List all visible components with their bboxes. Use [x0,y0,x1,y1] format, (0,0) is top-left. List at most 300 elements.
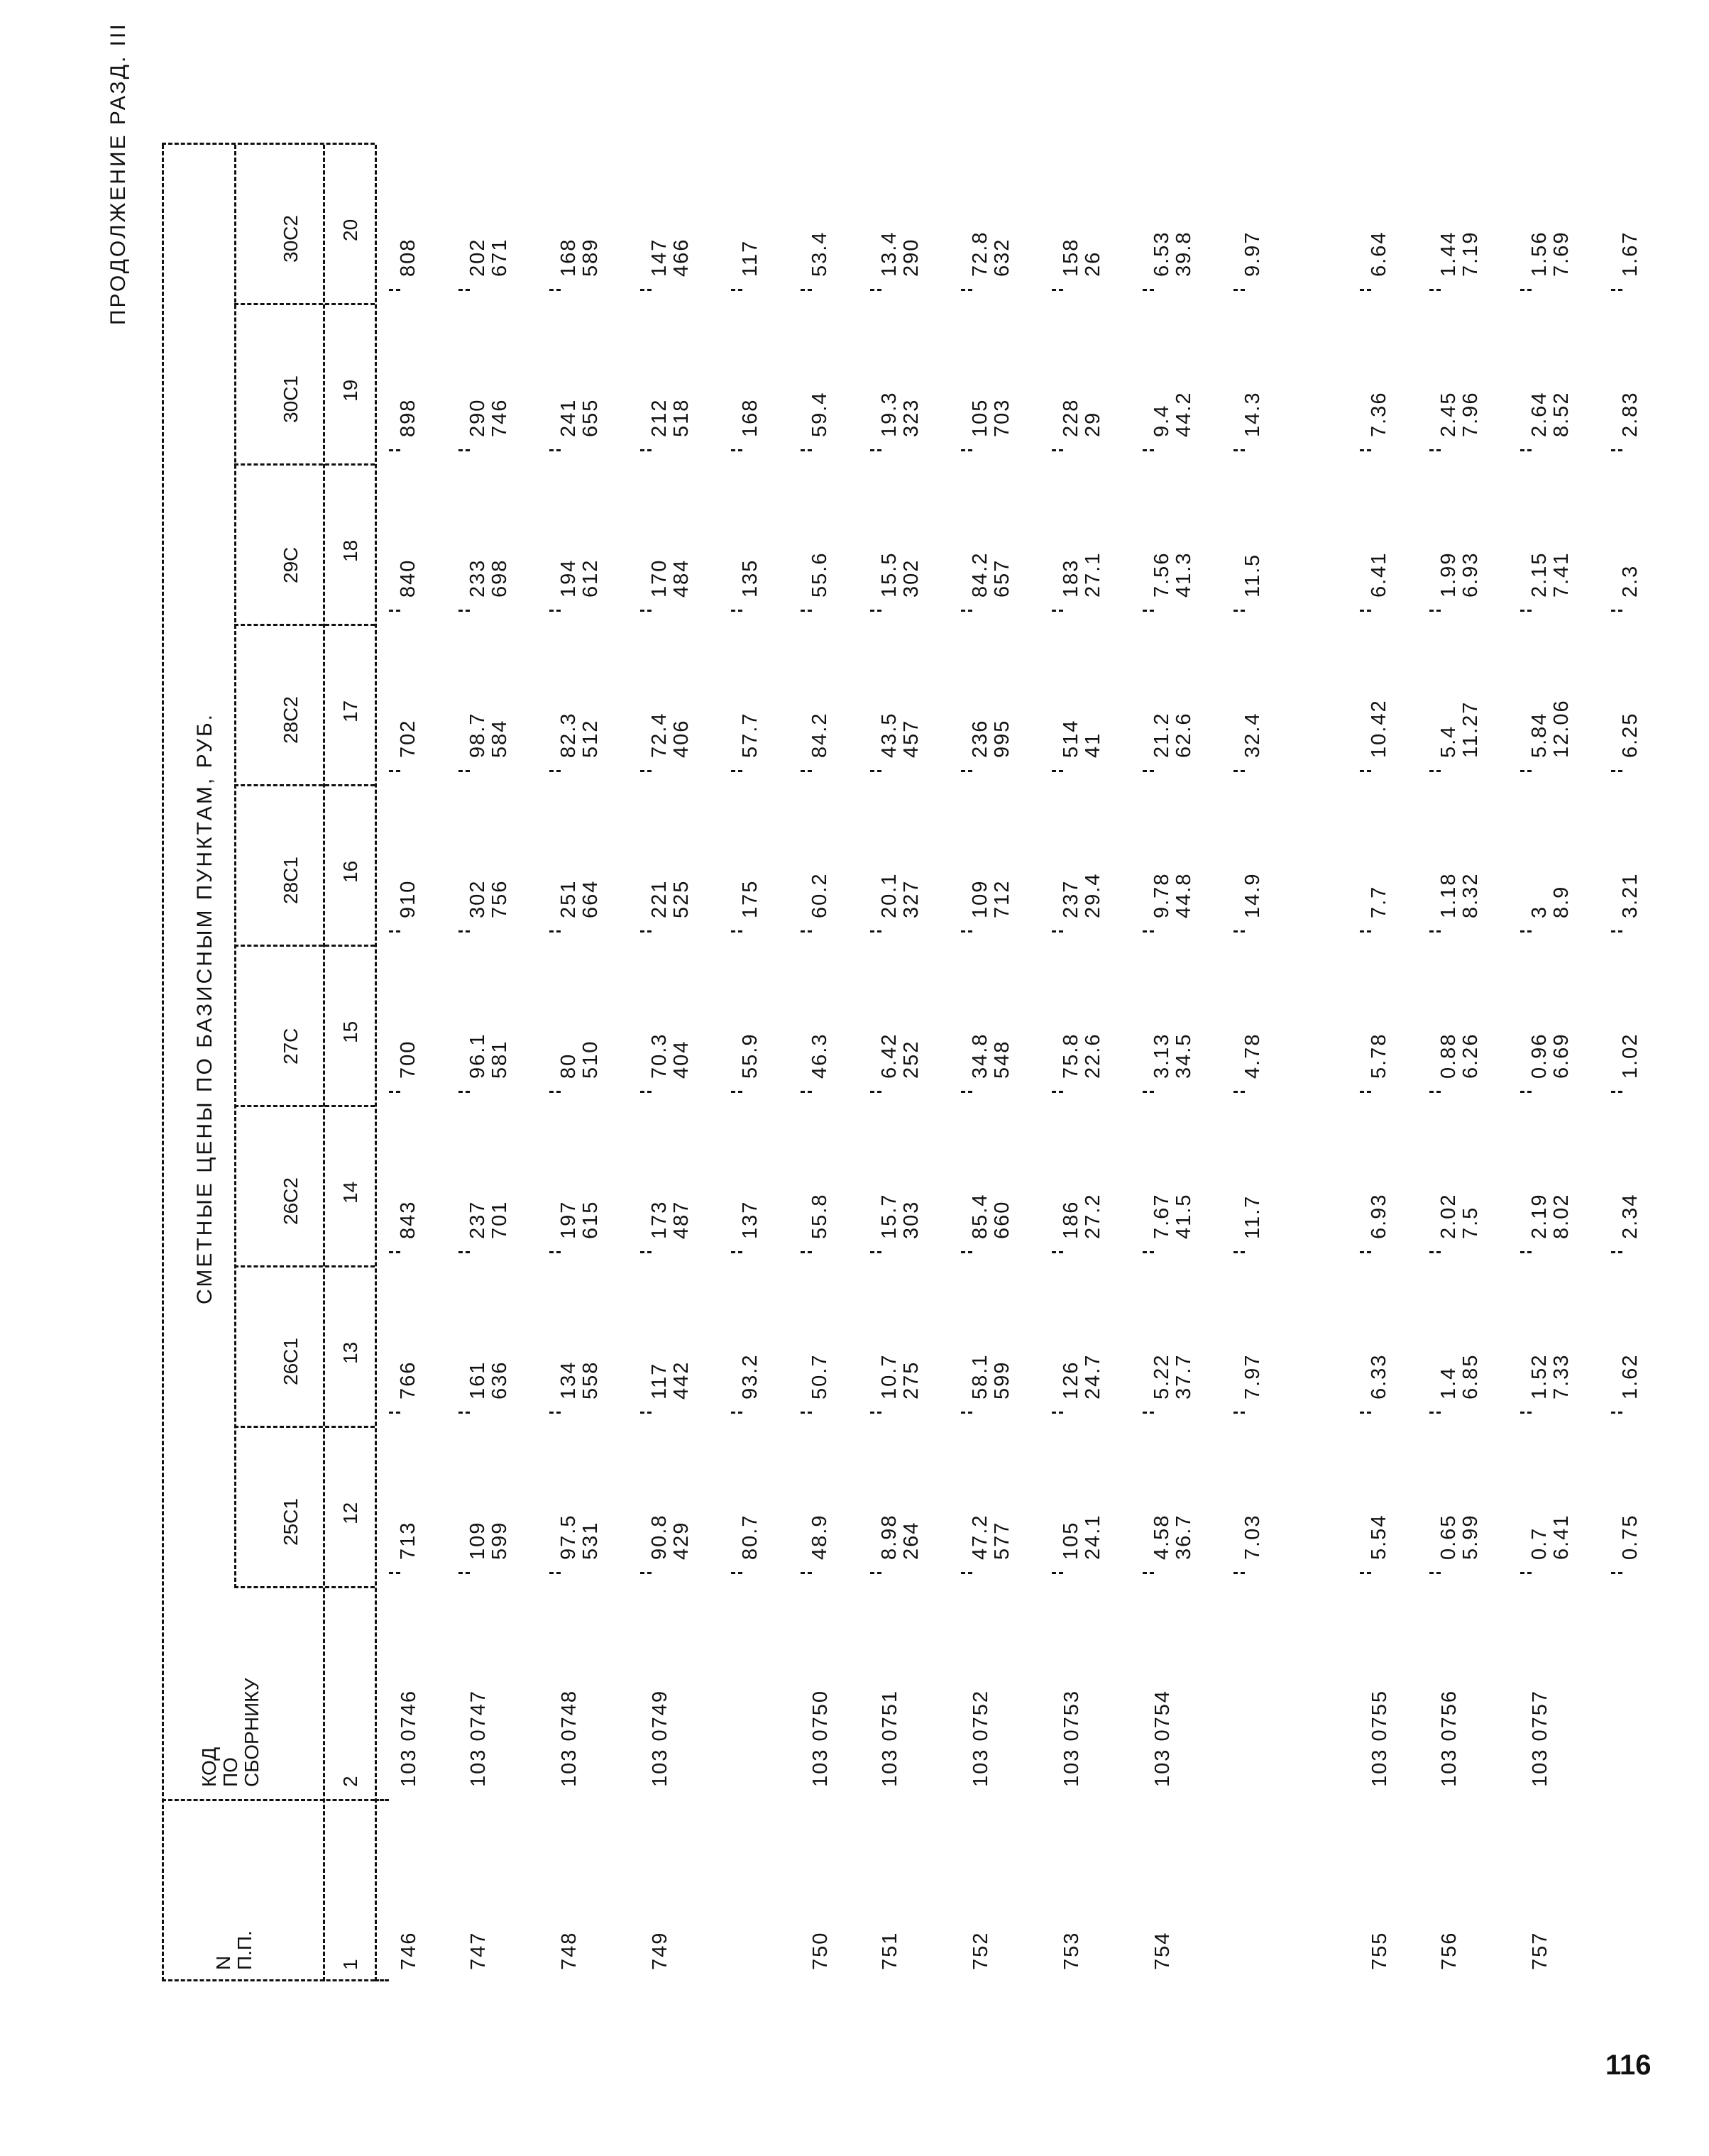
price-value-bottom: 664 [579,879,602,918]
price-value-top: 197 [557,1200,580,1239]
row-code: 103 0750 [809,1690,832,1787]
cell-divider-mark [1052,1412,1063,1414]
price-cell [740,1354,762,1399]
price-cell [1368,552,1390,598]
price-value-top: 98.7 [466,712,489,758]
price-value-bottom: 323 [900,398,923,437]
price-cell [879,552,923,598]
price-cell [467,1201,511,1239]
col-separator [234,1586,375,1588]
price-cell [1060,873,1104,918]
price-value-bottom: 442 [670,1360,693,1399]
price-value-bottom: 657 [991,559,1013,598]
price-col-number: 17 [339,700,361,722]
cell-divider-mark [870,930,881,933]
price-value-top: 7.7 [1368,885,1390,918]
price-value-top: 2.15 [1528,551,1551,598]
col-separator [234,1265,375,1267]
col-separator [234,1426,375,1428]
price-value-top: 7.67 [1150,1193,1173,1239]
price-cell [1151,231,1195,277]
price-value-top: 700 [397,1040,419,1079]
price-value-bottom: 703 [991,398,1013,437]
price-cell [649,399,693,437]
price-value-top: 147 [648,238,671,277]
cell-divider-mark [1052,289,1063,291]
price-value-bottom: 525 [670,879,693,918]
col-separator [234,624,375,626]
cell-divider-mark [549,1572,561,1574]
cell-divider-mark [1143,449,1154,451]
price-value-bottom: 746 [488,398,511,437]
price-value-top: 1.52 [1528,1353,1551,1399]
price-value-top: 4.78 [1241,1033,1264,1079]
price-value-top: 46.3 [808,1033,831,1079]
cell-divider-mark [389,1412,400,1414]
price-value-top: 72.8 [969,231,991,277]
price-cell [1151,713,1195,758]
col-separator [234,945,375,947]
price-cell [1060,1354,1104,1399]
price-cell [1529,1033,1573,1079]
price-cell [558,1201,602,1239]
price-cell [1529,1514,1573,1560]
price-value-top: 237 [466,1200,489,1239]
price-cell [740,1514,762,1560]
price-value-bottom: 252 [900,1040,923,1079]
price-value-bottom: 577 [991,1521,1013,1560]
cell-divider-mark [549,1091,561,1093]
cell-divider-mark [1611,1091,1622,1093]
price-cell [467,880,511,918]
price-col-number: 19 [339,379,361,402]
cell-divider-mark [1611,1412,1622,1414]
price-value-bottom: 7.19 [1459,231,1482,277]
price-cell [1242,1195,1264,1239]
price-cell [1438,873,1482,918]
price-value-bottom: 39.8 [1172,231,1195,277]
price-value-bottom: 27.1 [1082,551,1104,598]
cell-divider-mark [458,930,470,933]
cell-divider-mark [389,449,400,451]
price-cell [1368,231,1390,277]
price-value-top: 840 [397,559,419,598]
cell-divider-mark [731,1251,742,1253]
col-separator [234,463,375,466]
price-value-top: 60.2 [808,872,831,918]
price-value-bottom: 41 [1082,732,1104,758]
price-cell [649,1514,693,1560]
price-value-top: 0.7 [1528,1527,1551,1560]
cell-divider-mark [1429,1091,1441,1093]
price-value-top: 170 [648,559,671,598]
price-value-top: 514 [1060,719,1082,758]
price-value-bottom: 11.27 [1459,700,1482,758]
cell-divider-mark [1429,449,1441,451]
price-cell [1368,886,1390,918]
price-col-number: 14 [339,1181,361,1204]
price-value-top: 5.78 [1368,1033,1390,1079]
cell-divider-mark [640,610,652,612]
price-cell [809,1033,831,1079]
cell-divider-mark [1360,1251,1371,1253]
price-cell [879,1033,923,1079]
cell-divider-mark [549,1251,561,1253]
price-cell [1060,1033,1104,1079]
price-value-bottom: 22.6 [1082,1033,1104,1079]
price-value-bottom: 275 [900,1360,923,1399]
price-value-top: 82.3 [557,712,580,758]
price-value-top: 1.02 [1619,1033,1642,1079]
row-number: 749 [649,1931,671,1970]
price-value-bottom: 327 [900,879,923,918]
row-code: 103 0751 [879,1690,901,1787]
price-cell [1529,552,1573,598]
price-cell [1242,873,1264,918]
cell-divider-mark [1360,930,1371,933]
price-value-top: 7.56 [1150,551,1173,598]
price-cell [1620,873,1642,918]
price-value-top: 134 [557,1360,580,1399]
price-value-top: 1.44 [1437,231,1460,277]
price-value-bottom: 8.32 [1459,872,1482,918]
price-value-top: 228 [1060,398,1082,437]
price-value-bottom: 612 [579,559,602,598]
price-value-top: 14.3 [1241,391,1264,437]
price-cell [1151,552,1195,598]
price-cell [558,238,602,277]
price-cell [1368,1514,1390,1560]
price-cell [649,1033,693,1079]
cell-divider-mark [1520,1572,1532,1574]
price-cell [809,1194,831,1239]
price-value-top: 6.93 [1368,1193,1390,1239]
col-separator [162,1799,375,1801]
cell-divider-mark [731,449,742,451]
price-value-top: 2.3 [1619,564,1642,598]
cell-divider-mark [1360,1412,1371,1414]
cell-divider-mark [1611,610,1622,612]
price-value-top: 910 [397,879,419,918]
price-value-top: 90.8 [648,1514,671,1560]
price-cell [1620,1033,1642,1079]
cell-divider-mark [1233,1412,1245,1414]
row-code: 103 0756 [1438,1690,1461,1787]
price-cell [1438,1354,1482,1399]
price-cell [397,238,419,277]
price-value-bottom: 8.9 [1550,885,1573,918]
cell-divider-mark [801,930,812,933]
cell-divider-mark [549,449,561,451]
price-value-top: 221 [648,879,671,918]
cell-divider-mark [1520,930,1532,933]
price-value-bottom: 701 [488,1200,511,1239]
col-separator [234,1105,375,1107]
price-cell [1151,873,1195,918]
price-value-top: 5.54 [1368,1514,1390,1560]
cell-divider-mark [801,1572,812,1574]
price-value-bottom: 655 [579,398,602,437]
price-cell [467,713,511,758]
price-value-top: 43.5 [878,712,901,758]
price-col-number: 20 [339,219,361,241]
price-cell [1529,699,1573,758]
price-value-top: 6.25 [1619,712,1642,758]
row-code: 103 0755 [1368,1690,1391,1787]
cell-divider-mark [1233,1091,1245,1093]
price-value-bottom: 44.2 [1172,391,1195,437]
price-value-top: 702 [397,719,419,758]
price-value-top: 7.97 [1241,1353,1264,1399]
price-value-top: 105 [969,398,991,437]
row-code: 103 0752 [969,1690,992,1787]
price-value-top: 186 [1060,1200,1082,1239]
row-code: 103 0753 [1060,1690,1083,1787]
cell-divider-mark [1052,930,1063,933]
price-value-top: 5.22 [1150,1353,1173,1399]
price-cell [1151,392,1195,437]
price-value-bottom: 484 [670,559,693,598]
price-value-top: 109 [969,879,991,918]
price-cell [1242,1033,1264,1079]
cell-divider-mark [1233,289,1245,291]
price-value-bottom: 584 [488,719,511,758]
price-value-bottom: 29.4 [1082,872,1104,918]
price-cell [1242,713,1264,758]
price-cell [558,399,602,437]
cell-divider-mark [549,610,561,612]
price-value-top: 21.2 [1150,712,1173,758]
price-cell [1529,1354,1573,1399]
cell-divider-mark [640,930,652,933]
price-value-top: 135 [739,559,762,598]
cell-divider-mark [1360,1572,1371,1574]
cell-divider-mark [961,1412,972,1414]
price-value-top: 237 [1060,879,1082,918]
price-value-top: 1.62 [1619,1353,1642,1399]
price-col-header: 26С1 [280,1338,302,1385]
price-value-top: 72.4 [648,712,671,758]
price-value-top: 2.45 [1437,391,1460,437]
cell-divider-mark [1052,1251,1063,1253]
price-cell [1620,565,1642,598]
header-rowno [213,1930,255,1970]
price-cell [397,1201,419,1239]
cell-divider-mark [549,1412,561,1414]
price-cell [740,713,762,758]
cell-divider-mark [640,1572,652,1574]
price-cell [969,1354,1013,1399]
row-code: 103 0747 [467,1690,490,1787]
price-cell [969,1194,1013,1239]
price-cell [879,1194,923,1239]
price-col-header: 27С [280,1028,302,1065]
cell-divider-mark [870,1412,881,1414]
cell-divider-mark [458,1412,470,1414]
header-code-line-3: СБОРНИКУ [241,1678,263,1787]
price-cell [1620,392,1642,437]
price-cell [397,720,419,758]
price-value-bottom: 636 [488,1360,511,1399]
cell-divider-mark [458,1251,470,1253]
price-value-bottom: 36.7 [1172,1514,1195,1560]
price-value-bottom: 531 [579,1521,602,1560]
price-value-top: 6.64 [1368,231,1390,277]
price-cell [1438,701,1482,758]
price-value-bottom: 671 [488,238,511,277]
cell-divider-mark [1429,930,1441,933]
price-value-top: 15.5 [878,551,901,598]
price-value-bottom: 615 [579,1200,602,1239]
price-value-top: 7.36 [1368,391,1390,437]
cell-divider-mark [1520,449,1532,451]
cell-divider-mark [1429,610,1441,612]
price-value-bottom: 26 [1082,251,1104,277]
cell-divider-mark [1360,1091,1371,1093]
cell-divider-mark [1520,610,1532,612]
price-value-top: 50.7 [808,1353,831,1399]
price-value-top: 1.18 [1437,872,1460,918]
cell-divider-mark [1233,1251,1245,1253]
price-value-top: 302 [466,879,489,918]
price-value-top: 70.3 [648,1033,671,1079]
cell-divider-mark [1611,930,1622,933]
price-value-top: 85.4 [969,1193,991,1239]
price-value-bottom: 7.96 [1459,391,1482,437]
price-cell [1620,1194,1642,1239]
header-rowno-line-2: П.П. [233,1930,255,1970]
price-value-top: 137 [739,1200,762,1239]
row-number: 748 [558,1931,581,1970]
cell-divider-mark [1360,449,1371,451]
cell-divider-mark [1520,1091,1532,1093]
colnum-2: 2 [339,1776,361,1787]
col-separator [162,143,375,145]
price-value-top: 158 [1060,238,1082,277]
cell-divider-mark [389,770,400,772]
cell-divider-mark [640,289,652,291]
price-col-number: 16 [339,860,361,883]
price-cell [969,552,1013,598]
price-value-top: 117 [739,239,762,277]
price-cell [1060,399,1104,437]
price-value-top: 57.7 [739,712,762,758]
cell-divider-mark [801,610,812,612]
cell-divider-mark [731,1412,742,1414]
row-code: 103 0749 [649,1690,671,1787]
price-cell [740,399,762,437]
price-cell [649,713,693,758]
price-value-top: 80.7 [739,1514,762,1560]
price-value-top: 58.1 [969,1353,991,1399]
cell-divider-mark [549,770,561,772]
price-value-bottom: 6.69 [1550,1033,1573,1079]
cell-divider-mark [1143,1572,1154,1574]
price-cell [809,552,831,598]
price-cell [558,1514,602,1560]
price-value-bottom: 6.41 [1550,1514,1573,1560]
price-cell [1368,1033,1390,1079]
price-value-bottom: 7.69 [1550,231,1573,277]
cell-divider-mark [1233,1572,1245,1574]
price-value-bottom: 34.5 [1172,1033,1195,1079]
price-value-bottom: 712 [991,879,1013,918]
price-value-bottom: 6.93 [1459,551,1482,598]
cell-divider-mark [731,770,742,772]
cell-divider-mark [389,610,400,612]
price-value-top: 2.02 [1437,1193,1460,1239]
cell-divider-mark [1143,610,1154,612]
price-value-top: 59.4 [808,391,831,437]
price-value-top: 96.1 [466,1033,489,1079]
price-value-top: 48.9 [808,1514,831,1560]
price-value-bottom: 7.41 [1550,551,1573,598]
price-cell [1242,1514,1264,1560]
price-cell [740,240,762,277]
row-number: 751 [879,1931,901,1970]
price-value-bottom: 698 [488,559,511,598]
cell-divider-mark [1233,449,1245,451]
cell-divider-mark [1143,289,1154,291]
cell-divider-mark [549,930,561,933]
cell-divider-mark [1360,610,1371,612]
price-value-bottom: 599 [991,1360,1013,1399]
price-value-top: 1.56 [1528,231,1551,277]
price-value-top: 7.03 [1241,1514,1264,1560]
cell-divider-mark [1052,770,1063,772]
price-value-bottom: 599 [488,1521,511,1560]
cell-divider-mark [731,930,742,933]
row-number: 752 [969,1931,992,1970]
price-value-top: 55.6 [808,551,831,598]
price-value-bottom: 510 [579,1040,602,1079]
cell-divider-mark [458,770,470,772]
cell-divider-mark [1429,1251,1441,1253]
cell-divider-mark [1143,770,1154,772]
price-cell [467,1361,511,1399]
price-cell [1620,1354,1642,1399]
row-code: 103 0746 [397,1690,420,1787]
cell-divider-mark [1520,1251,1532,1253]
price-value-top: 109 [466,1521,489,1560]
price-value-top: 0.88 [1437,1033,1460,1079]
cell-divider-mark [870,770,881,772]
cell-divider-mark [1611,289,1622,291]
price-cell [879,873,923,918]
price-col-header: 30С1 [280,375,302,423]
price-value-bottom: 303 [900,1200,923,1239]
price-value-bottom: 6.26 [1459,1033,1482,1079]
row-code: 103 0757 [1529,1690,1551,1787]
price-value-top: 843 [397,1200,419,1239]
price-cell [467,1033,511,1079]
cell-divider-mark [640,1091,652,1093]
price-value-top: 1.4 [1437,1366,1460,1399]
cell-divider-mark [961,1091,972,1093]
cell-divider-mark [1611,1572,1622,1574]
price-col-header: 25С1 [280,1498,302,1546]
cell-divider-mark [1429,770,1441,772]
cell-divider-mark [961,289,972,291]
price-cell [1529,392,1573,437]
row-number: 753 [1060,1931,1083,1970]
price-cell [1529,1194,1573,1239]
price-value-bottom: 466 [670,238,693,277]
header-code [199,1678,263,1788]
price-cell [558,713,602,758]
cell-divider-mark [801,1412,812,1414]
price-value-top: 10.7 [878,1353,901,1399]
